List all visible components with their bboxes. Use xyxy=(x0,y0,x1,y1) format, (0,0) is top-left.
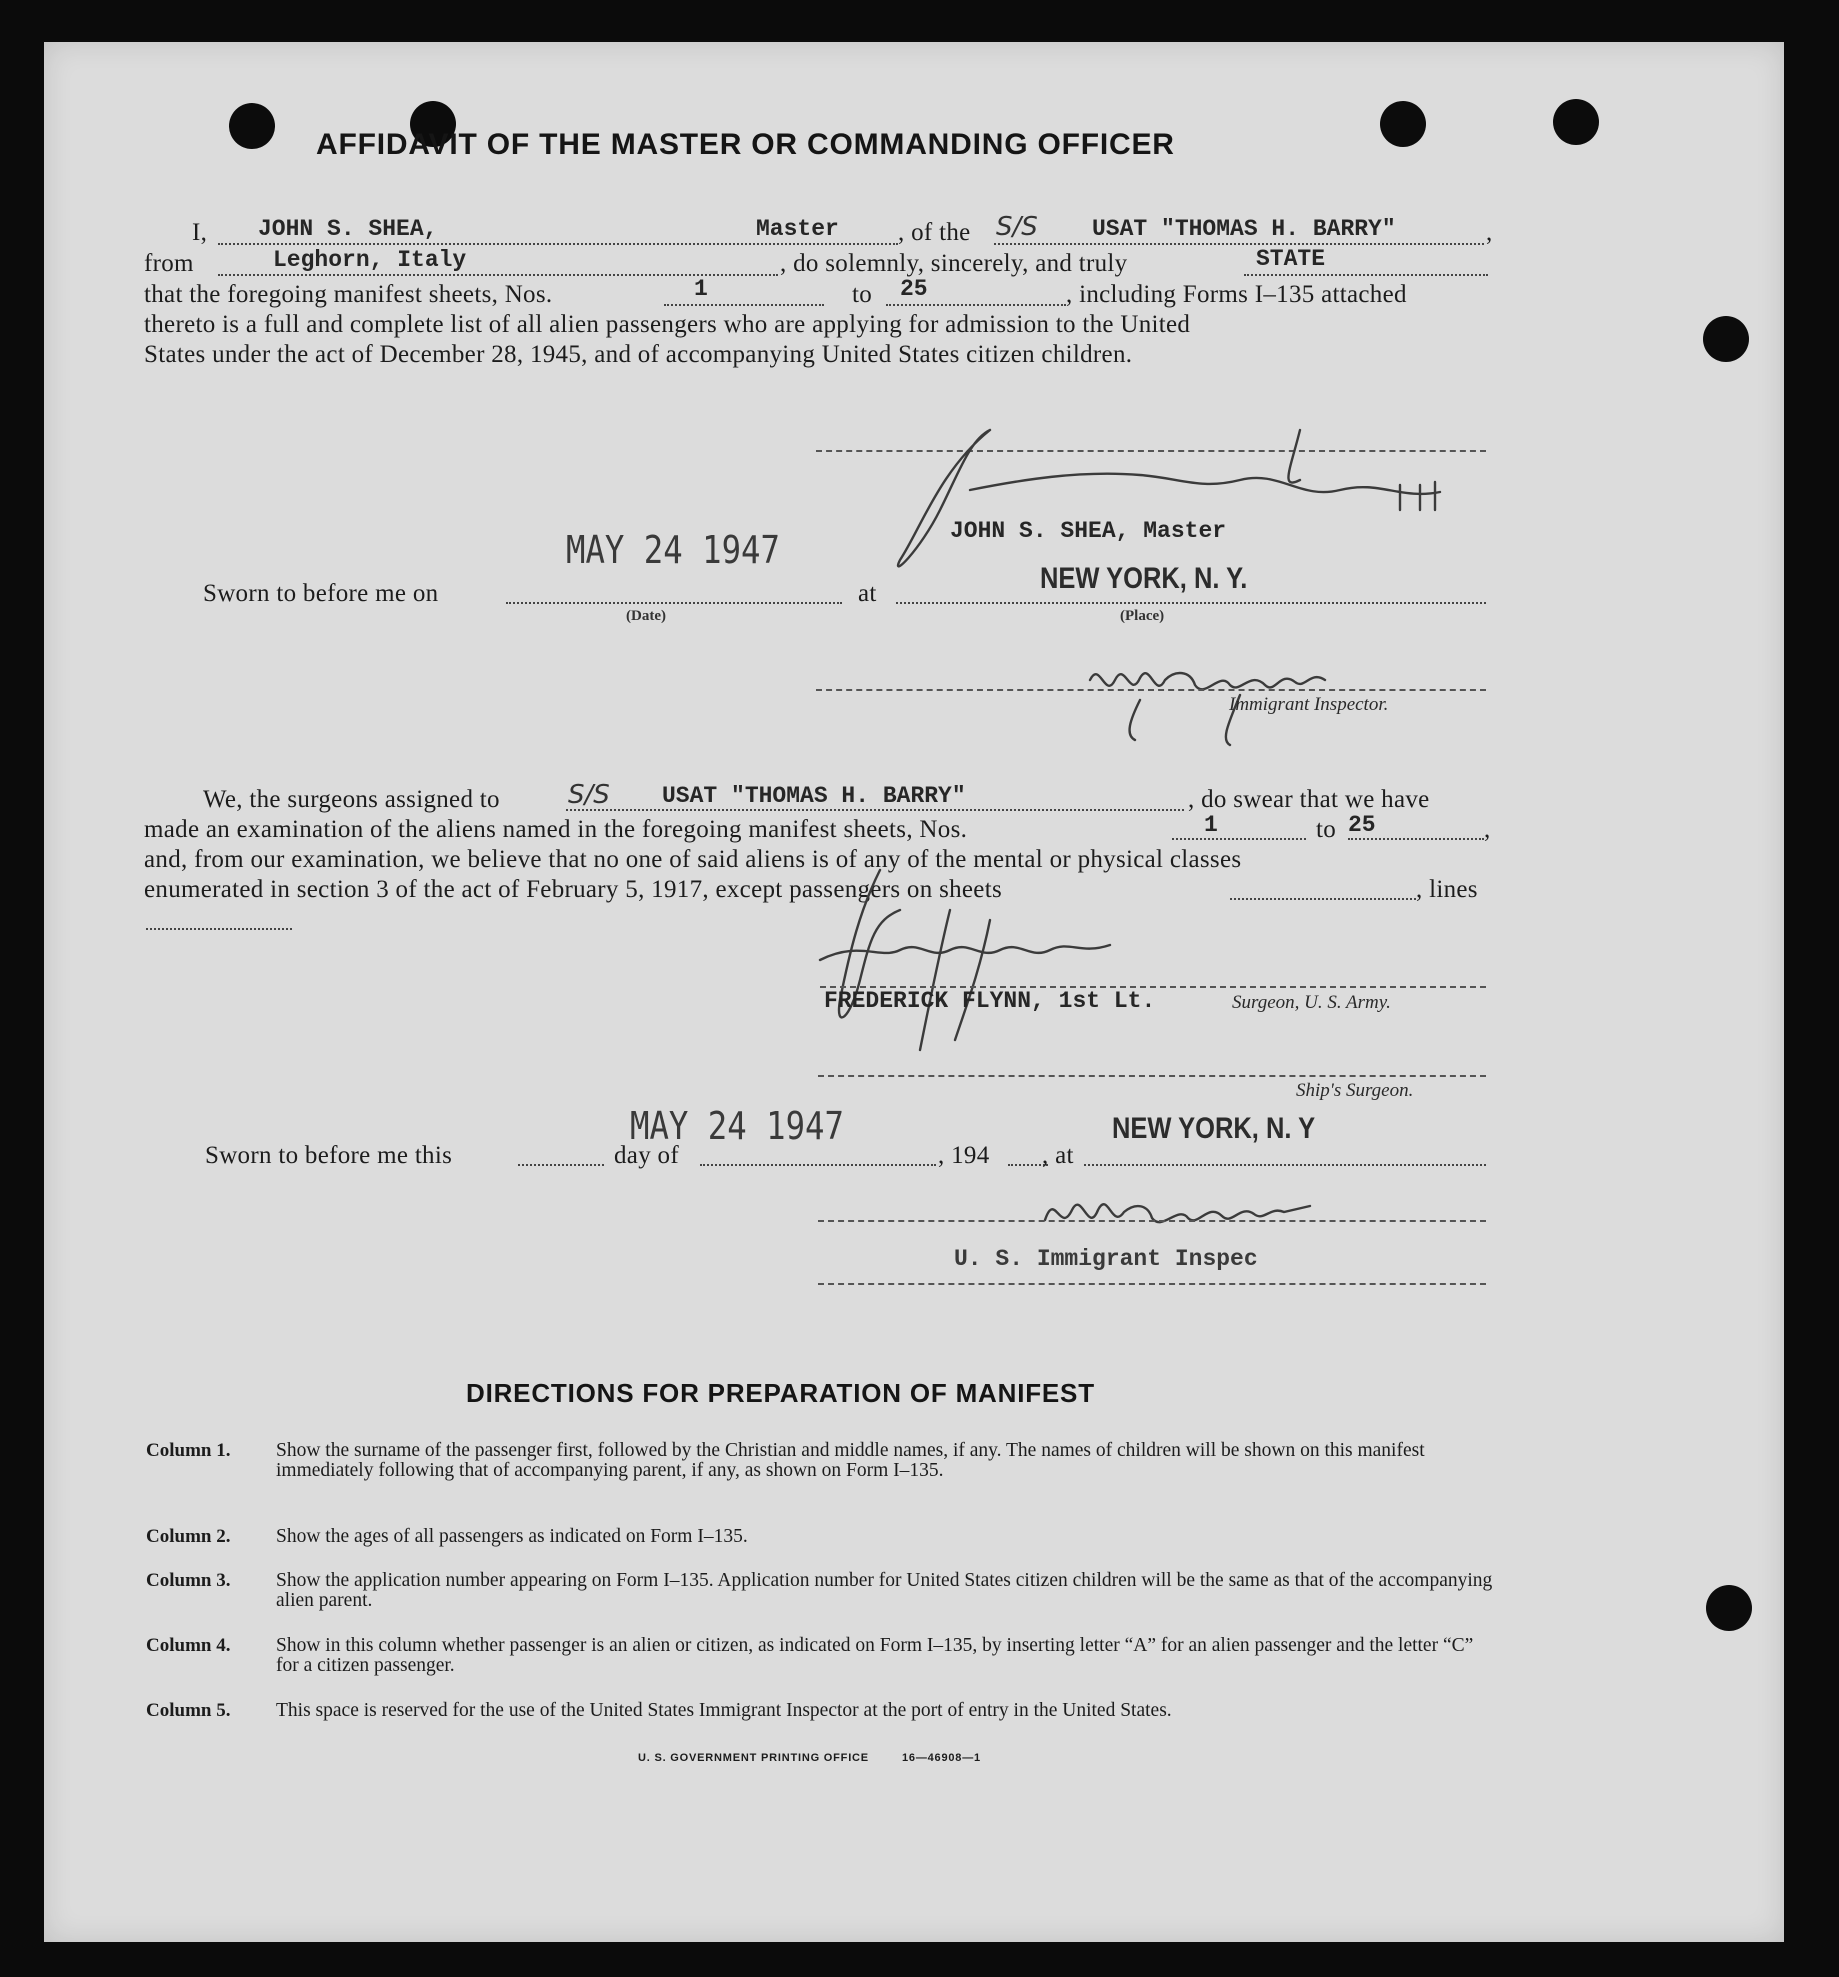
from-label: from xyxy=(144,250,194,277)
form-number: 16—46908—1 xyxy=(902,1752,981,1764)
sworn-this-label: Sworn to before me this xyxy=(205,1142,453,1169)
column-3-text: Show the application number appearing on Form I–135. Application number for United States citizen children will be the same as that of the accompanying alien parent. xyxy=(276,1570,1493,1611)
surgeon-army-caption: Surgeon, U. S. Army. xyxy=(1232,992,1391,1013)
page-title: AFFIDAVIT OF THE MASTER OR COMMANDING OFFICER xyxy=(316,128,1175,161)
surgeon-sheet-to: 25 xyxy=(1348,812,1376,838)
solemnly-text: , do solemnly, sincerely, and truly xyxy=(780,250,1128,277)
sheet-to: 25 xyxy=(900,276,928,302)
ss-mark: S/S xyxy=(568,780,610,810)
column-5-text: This space is reserved for the use of the United States Immigrant Inspector at the port of entry in the United States. xyxy=(276,1700,1172,1721)
master-name: JOHN S. SHEA, xyxy=(258,216,438,242)
do-swear: , do swear that we have xyxy=(1188,786,1430,813)
sworn-date-stamp: MAY 24 1947 xyxy=(566,528,780,572)
forms-attached: , including Forms I–135 attached xyxy=(1066,281,1407,308)
column-4-label: Column 4. xyxy=(146,1635,231,1656)
ships-surgeon-caption: Ship's Surgeon. xyxy=(1296,1080,1414,1101)
to-label: to xyxy=(852,281,873,308)
section-line: enumerated in section 3 of the act of February 5, 1917, except passengers on sheets xyxy=(144,876,1002,903)
at-label: at xyxy=(858,580,877,607)
surgeon-sworn-place-stamp: NEW YORK, N. Y xyxy=(1112,1112,1316,1145)
surgeon-sheet-from: 1 xyxy=(1204,812,1218,838)
master-signature-name: JOHN S. SHEA, Master xyxy=(950,518,1227,544)
date-caption: (Date) xyxy=(626,608,666,624)
surgeon-at-label: , at xyxy=(1042,1142,1074,1169)
punch-hole xyxy=(1553,99,1599,145)
surgeon-name: FREDERICK FLYNN, 1st Lt. xyxy=(824,988,1156,1014)
surgeon-sworn-date-stamp: MAY 24 1947 xyxy=(630,1104,844,1148)
sworn-on-label: Sworn to before me on xyxy=(203,580,439,607)
sworn-place-stamp: NEW YORK, N. Y. xyxy=(1040,562,1248,595)
state-text: STATE xyxy=(1256,246,1326,272)
comma: , xyxy=(1486,219,1493,246)
column-2-text: Show the ages of all passengers as indicated on Form I–135. xyxy=(276,1526,748,1547)
surgeon-signature xyxy=(780,850,1140,1060)
examination-line: made an examination of the aliens named in the foregoing manifest sheets, Nos. xyxy=(144,816,968,843)
surgeons-assigned: We, the surgeons assigned to xyxy=(203,786,500,813)
sheet-from: 1 xyxy=(694,276,708,302)
column-2-label: Column 2. xyxy=(146,1526,231,1547)
surgeon-vessel-name: USAT "THOMAS H. BARRY" xyxy=(662,783,966,809)
surgeon-to-label: to xyxy=(1316,816,1337,843)
directions-title: DIRECTIONS FOR PREPARATION OF MANIFEST xyxy=(466,1378,1095,1408)
year-label: , 194 xyxy=(938,1142,990,1169)
manifest-line: that the foregoing manifest sheets, Nos. xyxy=(144,281,553,308)
punch-hole xyxy=(1703,316,1749,362)
intro-i: I, xyxy=(192,219,208,246)
punch-hole xyxy=(1380,101,1426,147)
printer-imprint: U. S. GOVERNMENT PRINTING OFFICE xyxy=(638,1752,869,1764)
punch-hole xyxy=(229,103,275,149)
column-4-text: Show in this column whether passenger is an alien or citizen, as indicated on Form I–135, by inserting letter “A” for an alien passenger and the letter “C” for a citizen passenger. xyxy=(276,1635,1474,1676)
vessel-name: USAT "THOMAS H. BARRY" xyxy=(1092,216,1396,242)
act-line: States under the act of December 28, 1945, and of accompanying United States citizen children. xyxy=(144,341,1133,368)
place-caption: (Place) xyxy=(1120,608,1165,624)
column-1-label: Column 1. xyxy=(146,1440,231,1461)
departure-port: Leghorn, Italy xyxy=(273,247,467,273)
master-rank: Master xyxy=(756,216,839,242)
of-the-label: , of the xyxy=(898,219,971,246)
immigrant-inspector-caption: Immigrant Inspector. xyxy=(1229,694,1389,715)
column-1-text: Show the surname of the passenger first, followed by the Christian and middle names, if any. The names of children will be shown on this manifest immediately following that of accompanying parent, if any, as shown on Form I–135. xyxy=(276,1440,1425,1481)
punch-hole xyxy=(1706,1585,1752,1631)
column-3-label: Column 3. xyxy=(146,1570,231,1591)
ss-mark: S/S xyxy=(996,212,1038,242)
column-5-label: Column 5. xyxy=(146,1700,231,1721)
lines-label: , lines xyxy=(1416,876,1478,903)
classes-line: and, from our examination, we believe that no one of said aliens is of any of the mental or physical classes xyxy=(144,846,1242,873)
us-immigrant-inspector-caption: U. S. Immigrant Inspec xyxy=(954,1246,1258,1272)
day-of-label: day of xyxy=(614,1142,679,1169)
full-list-line: thereto is a full and complete list of all alien passengers who are applying for admission to the United xyxy=(144,311,1191,338)
surgeon-comma: , xyxy=(1484,816,1491,843)
